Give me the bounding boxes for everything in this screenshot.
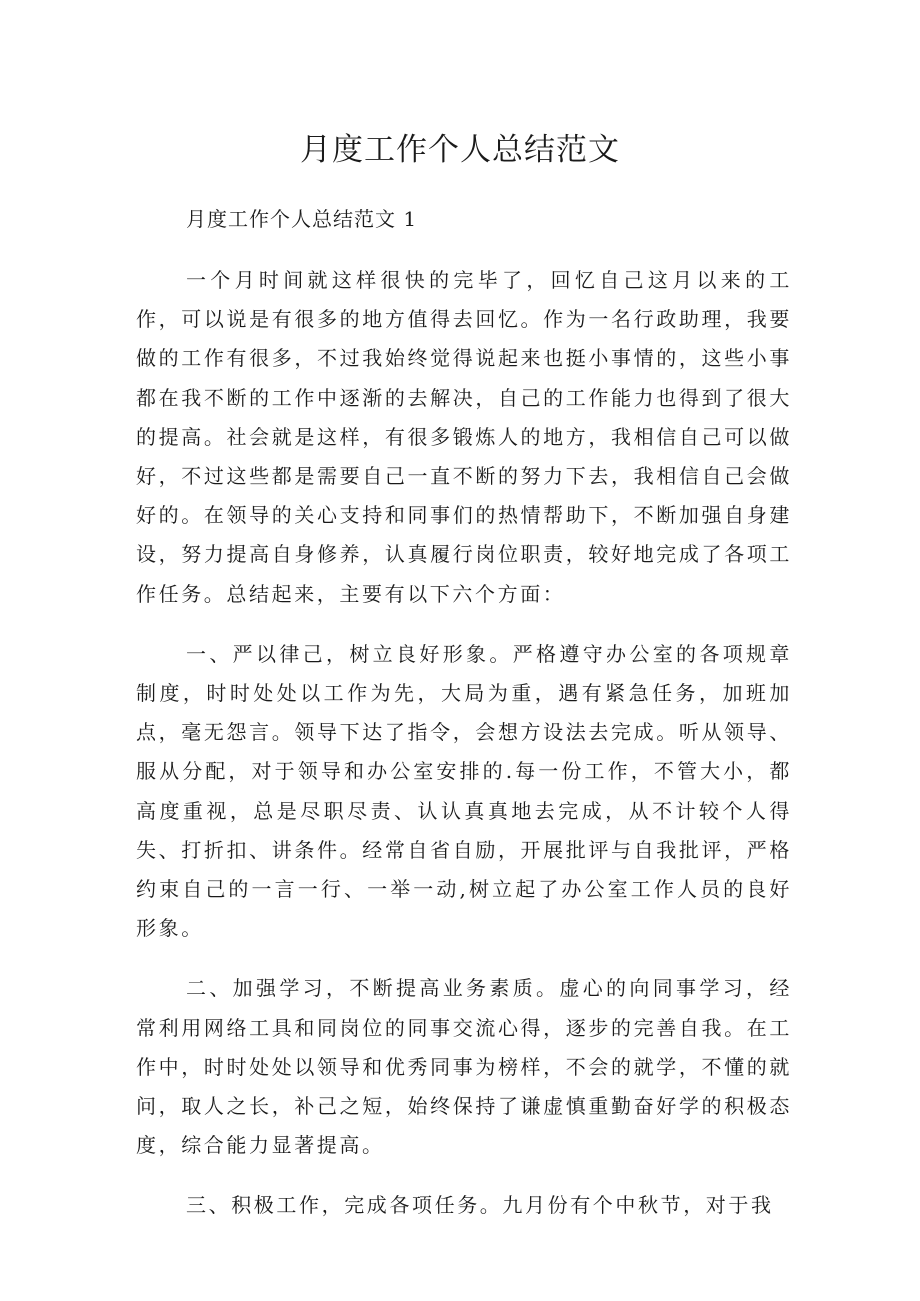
paragraph-point-1: 一、严以律己，树立良好形象。严格遵守办公室的各项规章制度，时时处处以工作为先，大局为重，遇有紧急任务，加班加点，毫无怨言。领导下达了指令，会想方设法去完成。听从领导、服从分配，对于领导和办公室安排的.每一份工作，不管大小，都高度重视，总是尽职尽责、认认真真地去完成，从不计较个人得失、打折扣、讲条件。经常自省自励，开展批评与自我批评，严格约束自己的一言一行、一举一动,树立起了办公室工作人员的良好形象。 <box>136 641 792 941</box>
document-body <box>136 200 792 1247</box>
document-title: 月度工作个人总结范文 <box>300 132 620 168</box>
paragraph-point-2: 二、加强学习，不断提高业务素质。虚心的向同事学习，经常利用网络工具和同岗位的同事交流心得，逐步的完善自我。在工作中，时时处处以领导和优秀同事为榜样，不会的就学，不懂的就问，取人之长，补己之短，始终保持了谦虚慎重勤奋好学的积极态度，综合能力显著提高。 <box>136 976 792 1158</box>
paragraph-point-3: 三、积极工作，完成各项任务。九月份有个中秋节，对于我 <box>186 1193 774 1218</box>
section-heading: 月度工作个人总结范文 1 <box>186 207 418 231</box>
paragraph-intro: 一个月时间就这样很快的完毕了，回忆自己这月以来的工作，可以说是有很多的地方值得去回忆。作为一名行政助理，我要做的工作有很多，不过我始终觉得说起来也挺小事情的，这些小事都在我不断的工作中逐渐的去解决，自己的工作能力也得到了很大的提高。社会就是这样，有很多锻炼人的地方，我相信自己可以做好，不过这些都是需要自己一直不断的努力下去，我相信自己会做好的。在领导的关心支持和同事们的热情帮助下，不断加强自身建设，努力提高自身修养，认真履行岗位职责，较好地完成了各项工作任务。总结起来，主要有以下六个方面： <box>136 268 792 606</box>
